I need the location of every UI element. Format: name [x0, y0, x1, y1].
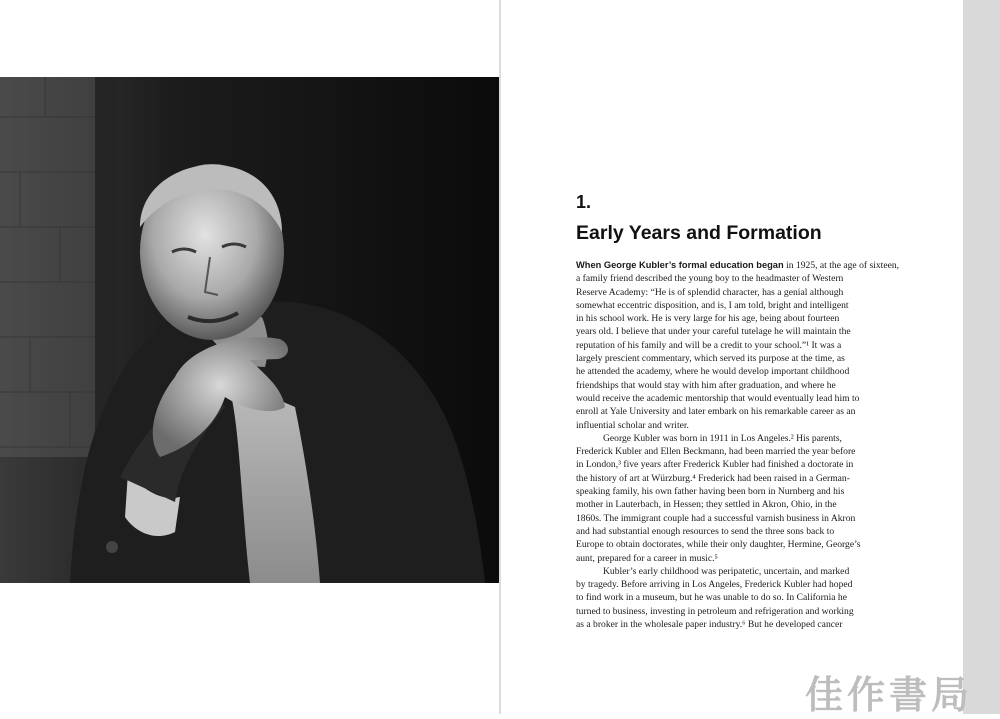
body-line: George Kubler was born in 1911 in Los Angeles.² His parents, — [603, 432, 842, 444]
body-line: 1860s. The immigrant couple had a successful varnish business in Akron — [576, 512, 856, 524]
chapter-body — [576, 259, 900, 631]
body-line: speaking family, his own father having been born in Nurnberg and his — [576, 486, 845, 498]
body-line: aunt, prepared for a career in music.⁵ — [576, 552, 718, 564]
body-line: reputation of his family and will be a credit to your school.”¹ It was a — [576, 339, 842, 351]
chapter-title: Early Years and Formation — [576, 222, 822, 244]
page-edge-strip — [963, 0, 1000, 714]
lead-in: When George Kubler’s formal education began — [576, 260, 784, 270]
body-line: by tragedy. Before arriving in Los Angeles, Frederick Kubler had hoped — [576, 579, 853, 591]
left-page — [0, 0, 500, 714]
body-line: in London,³ five years after Frederick Kubler had finished a doctorate in — [576, 459, 854, 471]
body-line: Frederick Kubler and Ellen Beckmann, had been married the year before — [576, 446, 856, 458]
body-line: somewhat eccentric disposition, and is, I am told, bright and intelligent — [576, 299, 849, 311]
body-line: enroll at Yale University and later embark on his remarkable career as an — [576, 406, 856, 418]
portrait-photo — [0, 77, 499, 583]
body-line: years old. I believe that under your careful tutelage he will maintain the — [576, 326, 851, 338]
body-line: to find work in a museum, but he was unable to do so. In California he — [576, 592, 847, 604]
body-line: Kubler’s early childhood was peripatetic, uncertain, and marked — [603, 565, 850, 577]
body-line: and had substantial enough resources to send the three sons back to — [576, 525, 835, 537]
body-line: the history of art at Würzburg.⁴ Frederick had been raised in a German- — [576, 472, 850, 484]
right-page — [501, 0, 963, 714]
body-line: friendships that would stay with him after graduation, and where he — [576, 379, 836, 391]
body-line: influential scholar and writer. — [576, 419, 689, 431]
body-line-text: in 1925, at the age of sixteen, — [783, 260, 900, 271]
body-line: Europe to obtain doctorates, while their only daughter, Hermine, George’s — [576, 539, 861, 551]
portrait-image — [0, 77, 499, 583]
body-line — [576, 259, 900, 272]
body-line: turned to business, investing in petroleum and refrigeration and working — [576, 605, 854, 617]
chapter-number: 1. — [576, 192, 592, 212]
body-line: largely prescient commentary, which served its purpose at the time, as — [576, 353, 845, 365]
body-line: in his school work. He is very large for his age, being about fourteen — [576, 313, 840, 325]
body-line: as a broker in the wholesale paper industry.⁶ But he developed cancer — [576, 619, 843, 631]
body-line: Reserve Academy: “He is of splendid character, has a genial although — [576, 286, 844, 298]
body-line: a family friend described the young boy to the headmaster of Western — [576, 273, 844, 285]
body-line: mother in Lauterbach, in Hessen; they settled in Akron, Ohio, in the — [576, 499, 837, 511]
watermark: 佳作書局 — [805, 673, 974, 717]
body-line: would receive the academic mentorship that would eventually lead him to — [576, 392, 860, 404]
body-line: he attended the academy, where he would develop important childhood — [576, 366, 850, 378]
